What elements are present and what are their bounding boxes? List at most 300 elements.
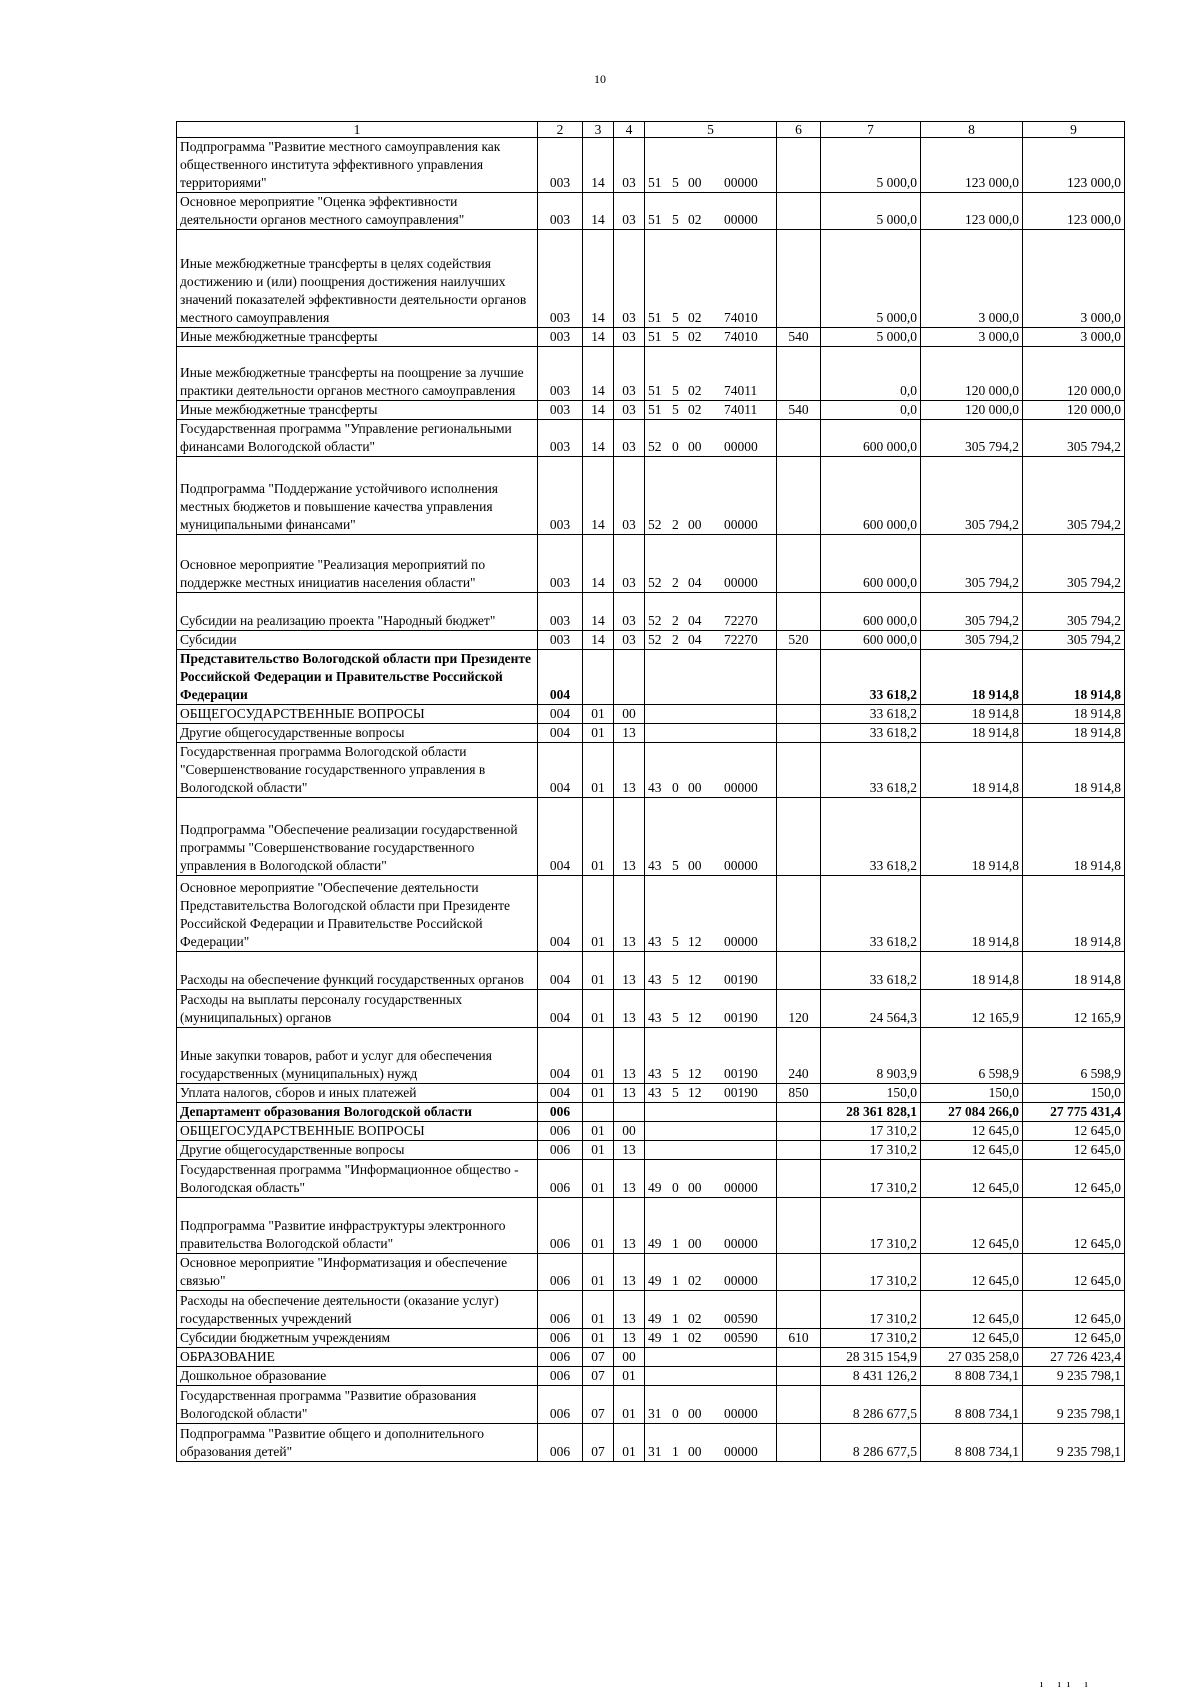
- target-article-part: 02: [688, 1311, 702, 1326]
- table-row: [177, 535, 1125, 593]
- table-row: [177, 1367, 1125, 1386]
- row-name: Государственная программа Вологодской области "Совершенствование государственного управления в Вологодской области": [177, 743, 538, 798]
- cell-expense-type: [777, 420, 821, 457]
- table-row: [177, 631, 1125, 650]
- cell-amount-year-2: 12 645,0: [921, 1198, 1023, 1254]
- cell-amount-year-2: 120 000,0: [921, 401, 1023, 420]
- cell-target-article: [645, 1160, 777, 1198]
- target-article-part: 00000: [724, 1406, 758, 1421]
- cell-subsection: 13: [614, 1084, 645, 1103]
- cell-amount-year-2: 150,0: [921, 1084, 1023, 1103]
- cell-amount-year-1: 17 310,2: [821, 1198, 921, 1254]
- target-article-part: 52: [648, 632, 662, 647]
- cell-section: 14: [583, 193, 614, 230]
- cell-target-article: [645, 990, 777, 1028]
- cell-target-article: [645, 193, 777, 230]
- cell-amount-year-3: 305 794,2: [1023, 593, 1125, 631]
- cell-subsection: 01: [614, 1424, 645, 1462]
- target-article-part: 2: [672, 575, 679, 590]
- row-name: Государственная программа "Развитие образования Вологодской области": [177, 1386, 538, 1424]
- target-article-part: 0: [672, 1406, 679, 1421]
- cell-ministry-code: 004: [538, 876, 583, 952]
- cell-expense-type: [777, 593, 821, 631]
- cell-target-article: [645, 876, 777, 952]
- cell-target-article: [645, 631, 777, 650]
- table-row: [177, 1160, 1125, 1198]
- cell-amount-year-2: 18 914,8: [921, 650, 1023, 705]
- cell-section: 14: [583, 593, 614, 631]
- cell-target-article: [645, 1254, 777, 1291]
- cell-target-article: [645, 1141, 777, 1160]
- cell-subsection: 03: [614, 457, 645, 535]
- cell-ministry-code: 006: [538, 1348, 583, 1367]
- cell-amount-year-2: 27 084 266,0: [921, 1103, 1023, 1122]
- target-article-part: 49: [648, 1180, 662, 1195]
- cell-amount-year-3: 9 235 798,1: [1023, 1424, 1125, 1462]
- target-article-part: 00190: [724, 1085, 758, 1100]
- table-row: [177, 593, 1125, 631]
- cell-target-article: [645, 1122, 777, 1141]
- target-article-part: 02: [688, 1273, 702, 1288]
- row-name: Подпрограмма "Развитие общего и дополнительного образования детей": [177, 1424, 538, 1462]
- row-name: Иные межбюджетные трансферты в целях содействия достижению и (или) поощрения достижения наилучших значений показателей эффективности деятельности органов местного самоуправления: [177, 230, 538, 328]
- cell-amount-year-2: 305 794,2: [921, 631, 1023, 650]
- target-article-part: 43: [648, 1085, 662, 1100]
- table-row: [177, 798, 1125, 876]
- column-header-4: 4: [614, 122, 645, 138]
- table-row: [177, 1424, 1125, 1462]
- cell-subsection: [614, 650, 645, 705]
- column-header-9: 9: [1023, 122, 1125, 138]
- cell-ministry-code: 004: [538, 1028, 583, 1084]
- target-article-part: 00: [688, 1444, 702, 1459]
- cell-amount-year-1: 600 000,0: [821, 535, 921, 593]
- cell-amount-year-3: 12 165,9: [1023, 990, 1125, 1028]
- cell-amount-year-2: 18 914,8: [921, 876, 1023, 952]
- cell-amount-year-2: 3 000,0: [921, 328, 1023, 347]
- target-article-part: 02: [688, 212, 702, 227]
- table-row: [177, 990, 1125, 1028]
- cell-amount-year-3: 12 645,0: [1023, 1122, 1125, 1141]
- target-article-part: 00: [688, 175, 702, 190]
- cell-amount-year-2: 18 914,8: [921, 743, 1023, 798]
- cell-ministry-code: 004: [538, 743, 583, 798]
- cell-amount-year-2: 18 914,8: [921, 952, 1023, 990]
- cell-target-article: [645, 1386, 777, 1424]
- target-article-part: 72270: [724, 613, 758, 628]
- cell-amount-year-2: 12 165,9: [921, 990, 1023, 1028]
- target-article-part: 5: [672, 329, 679, 344]
- row-name: Департамент образования Вологодской области: [177, 1103, 538, 1122]
- row-name: ОБЩЕГОСУДАРСТВЕННЫЕ ВОПРОСЫ: [177, 1122, 538, 1141]
- target-article-part: 51: [648, 329, 662, 344]
- cell-amount-year-3: 18 914,8: [1023, 743, 1125, 798]
- target-article-part: 74010: [724, 310, 758, 325]
- target-article-part: 51: [648, 383, 662, 398]
- target-article-part: 5: [672, 310, 679, 325]
- cell-ministry-code: 003: [538, 457, 583, 535]
- corner-marks: ı ıı ı: [1040, 1678, 1094, 1690]
- target-article-part: 5: [672, 1010, 679, 1025]
- target-article-part: 51: [648, 310, 662, 325]
- table-row: [177, 1103, 1125, 1122]
- row-name: Основное мероприятие "Реализация мероприятий по поддержке местных инициатив населения области": [177, 535, 538, 593]
- cell-ministry-code: 004: [538, 705, 583, 724]
- row-name: Субсидии бюджетным учреждениям: [177, 1329, 538, 1348]
- cell-subsection: 03: [614, 347, 645, 401]
- cell-target-article: [645, 593, 777, 631]
- cell-section: 01: [583, 876, 614, 952]
- cell-expense-type: [777, 705, 821, 724]
- target-article-part: 74010: [724, 329, 758, 344]
- target-article-part: 00: [688, 517, 702, 532]
- cell-section: 07: [583, 1348, 614, 1367]
- target-article-part: 74011: [724, 402, 758, 417]
- cell-amount-year-2: 8 808 734,1: [921, 1386, 1023, 1424]
- target-article-part: 43: [648, 1010, 662, 1025]
- cell-target-article: [645, 798, 777, 876]
- target-article-part: 72270: [724, 632, 758, 647]
- cell-expense-type: 520: [777, 631, 821, 650]
- cell-amount-year-2: 123 000,0: [921, 193, 1023, 230]
- table-row: [177, 420, 1125, 457]
- cell-subsection: 13: [614, 1141, 645, 1160]
- target-article-part: 5: [672, 972, 679, 987]
- cell-amount-year-1: 8 903,9: [821, 1028, 921, 1084]
- cell-ministry-code: 003: [538, 401, 583, 420]
- target-article-part: 0: [672, 1180, 679, 1195]
- target-article-part: 1: [672, 1236, 679, 1251]
- cell-section: 14: [583, 401, 614, 420]
- cell-expense-type: 850: [777, 1084, 821, 1103]
- cell-section: 01: [583, 1122, 614, 1141]
- table-row: [177, 650, 1125, 705]
- cell-target-article: [645, 1198, 777, 1254]
- target-article-part: 43: [648, 934, 662, 949]
- cell-amount-year-1: 8 286 677,5: [821, 1386, 921, 1424]
- cell-amount-year-2: 305 794,2: [921, 593, 1023, 631]
- cell-amount-year-1: 600 000,0: [821, 593, 921, 631]
- cell-amount-year-1: 8 286 677,5: [821, 1424, 921, 1462]
- cell-expense-type: [777, 1291, 821, 1329]
- table-row: [177, 1329, 1125, 1348]
- row-name: Иные закупки товаров, работ и услуг для обеспечения государственных (муниципальных) нужд: [177, 1028, 538, 1084]
- cell-section: 01: [583, 952, 614, 990]
- cell-amount-year-3: 9 235 798,1: [1023, 1386, 1125, 1424]
- cell-amount-year-1: 33 618,2: [821, 952, 921, 990]
- target-article-part: 00190: [724, 1010, 758, 1025]
- cell-subsection: 03: [614, 193, 645, 230]
- target-article-part: 2: [672, 517, 679, 532]
- table-row: [177, 724, 1125, 743]
- cell-expense-type: [777, 1103, 821, 1122]
- target-article-part: 12: [688, 1066, 702, 1081]
- cell-expense-type: [777, 724, 821, 743]
- target-article-part: 74011: [724, 383, 758, 398]
- cell-amount-year-2: 6 598,9: [921, 1028, 1023, 1084]
- target-article-part: 52: [648, 613, 662, 628]
- target-article-part: 52: [648, 439, 662, 454]
- cell-amount-year-2: 18 914,8: [921, 705, 1023, 724]
- target-article-part: 51: [648, 402, 662, 417]
- cell-amount-year-2: 123 000,0: [921, 138, 1023, 193]
- cell-amount-year-3: 120 000,0: [1023, 347, 1125, 401]
- cell-subsection: 03: [614, 631, 645, 650]
- cell-subsection: 13: [614, 1198, 645, 1254]
- cell-section: 01: [583, 1254, 614, 1291]
- cell-expense-type: [777, 798, 821, 876]
- cell-amount-year-2: 12 645,0: [921, 1254, 1023, 1291]
- cell-expense-type: [777, 1424, 821, 1462]
- target-article-part: 2: [672, 632, 679, 647]
- target-article-part: 12: [688, 1085, 702, 1100]
- target-article-part: 00: [688, 1236, 702, 1251]
- cell-ministry-code: 004: [538, 1084, 583, 1103]
- cell-ministry-code: 003: [538, 347, 583, 401]
- table-row: [177, 1141, 1125, 1160]
- cell-subsection: 03: [614, 593, 645, 631]
- cell-section: 14: [583, 328, 614, 347]
- cell-expense-type: [777, 1160, 821, 1198]
- cell-ministry-code: 006: [538, 1122, 583, 1141]
- cell-expense-type: [777, 1122, 821, 1141]
- cell-ministry-code: 003: [538, 420, 583, 457]
- table-row: [177, 705, 1125, 724]
- row-name: Другие общегосударственные вопросы: [177, 1141, 538, 1160]
- cell-target-article: [645, 1028, 777, 1084]
- target-article-part: 00: [688, 780, 702, 795]
- cell-target-article: [645, 952, 777, 990]
- cell-amount-year-2: 120 000,0: [921, 347, 1023, 401]
- table-row: [177, 230, 1125, 328]
- cell-target-article: [645, 347, 777, 401]
- cell-section: 14: [583, 457, 614, 535]
- cell-amount-year-1: 0,0: [821, 347, 921, 401]
- target-article-part: 1: [672, 1311, 679, 1326]
- table-row: [177, 1291, 1125, 1329]
- cell-amount-year-3: 123 000,0: [1023, 138, 1125, 193]
- cell-ministry-code: 006: [538, 1254, 583, 1291]
- row-name: Подпрограмма "Поддержание устойчивого исполнения местных бюджетов и повышение качества управления муниципальными финансами": [177, 457, 538, 535]
- target-article-part: 5: [672, 858, 679, 873]
- row-name: Иные межбюджетные трансферты: [177, 328, 538, 347]
- target-article-part: 43: [648, 780, 662, 795]
- table-row: [177, 1254, 1125, 1291]
- cell-amount-year-1: 5 000,0: [821, 328, 921, 347]
- cell-expense-type: [777, 952, 821, 990]
- cell-amount-year-2: 12 645,0: [921, 1122, 1023, 1141]
- cell-target-article: [645, 724, 777, 743]
- target-article-part: 5: [672, 1066, 679, 1081]
- target-article-part: 00000: [724, 575, 758, 590]
- cell-amount-year-1: 17 310,2: [821, 1160, 921, 1198]
- cell-amount-year-1: 17 310,2: [821, 1291, 921, 1329]
- row-name: Подпрограмма "Развитие инфраструктуры электронного правительства Вологодской области": [177, 1198, 538, 1254]
- row-name: Расходы на выплаты персоналу государственных (муниципальных) органов: [177, 990, 538, 1028]
- cell-expense-type: 240: [777, 1028, 821, 1084]
- target-article-part: 43: [648, 858, 662, 873]
- cell-subsection: 03: [614, 138, 645, 193]
- target-article-part: 00000: [724, 1444, 758, 1459]
- cell-section: 01: [583, 1141, 614, 1160]
- row-name: Расходы на обеспечение деятельности (оказание услуг) государственных учреждений: [177, 1291, 538, 1329]
- target-article-part: 52: [648, 575, 662, 590]
- row-name: ОБРАЗОВАНИЕ: [177, 1348, 538, 1367]
- row-name: Государственная программа "Информационное общество - Вологодская область": [177, 1160, 538, 1198]
- cell-subsection: 13: [614, 1160, 645, 1198]
- table-row: [177, 1198, 1125, 1254]
- header-row: [177, 122, 1125, 138]
- target-article-part: 5: [672, 175, 679, 190]
- cell-target-article: [645, 1367, 777, 1386]
- target-article-part: 02: [688, 310, 702, 325]
- cell-amount-year-1: 33 618,2: [821, 724, 921, 743]
- target-article-part: 00: [688, 439, 702, 454]
- cell-target-article: [645, 743, 777, 798]
- table-row: [177, 138, 1125, 193]
- cell-amount-year-3: 18 914,8: [1023, 952, 1125, 990]
- cell-expense-type: [777, 347, 821, 401]
- row-name: Субсидии: [177, 631, 538, 650]
- cell-expense-type: [777, 138, 821, 193]
- cell-amount-year-1: 33 618,2: [821, 876, 921, 952]
- cell-amount-year-1: 33 618,2: [821, 743, 921, 798]
- cell-amount-year-3: 120 000,0: [1023, 401, 1125, 420]
- cell-section: 01: [583, 1198, 614, 1254]
- cell-target-article: [645, 138, 777, 193]
- cell-amount-year-3: 12 645,0: [1023, 1160, 1125, 1198]
- cell-subsection: 01: [614, 1367, 645, 1386]
- cell-subsection: 13: [614, 1254, 645, 1291]
- column-header-8: 8: [921, 122, 1023, 138]
- cell-expense-type: 540: [777, 401, 821, 420]
- target-article-part: 51: [648, 212, 662, 227]
- cell-section: 01: [583, 1028, 614, 1084]
- target-article-part: 2: [672, 613, 679, 628]
- cell-expense-type: [777, 876, 821, 952]
- target-article-part: 1: [672, 1330, 679, 1345]
- cell-amount-year-1: 17 310,2: [821, 1141, 921, 1160]
- cell-subsection: 03: [614, 420, 645, 457]
- target-article-part: 00000: [724, 1273, 758, 1288]
- target-article-part: 31: [648, 1444, 662, 1459]
- cell-amount-year-3: 18 914,8: [1023, 724, 1125, 743]
- cell-ministry-code: 006: [538, 1198, 583, 1254]
- cell-target-article: [645, 650, 777, 705]
- page-number: 10: [594, 72, 606, 86]
- cell-amount-year-1: 600 000,0: [821, 457, 921, 535]
- cell-amount-year-3: 3 000,0: [1023, 328, 1125, 347]
- cell-amount-year-2: 27 035 258,0: [921, 1348, 1023, 1367]
- cell-ministry-code: 006: [538, 1367, 583, 1386]
- cell-ministry-code: 006: [538, 1329, 583, 1348]
- target-article-part: 0: [672, 780, 679, 795]
- cell-amount-year-2: 305 794,2: [921, 535, 1023, 593]
- cell-amount-year-1: 17 310,2: [821, 1122, 921, 1141]
- cell-expense-type: [777, 1254, 821, 1291]
- cell-target-article: [645, 230, 777, 328]
- cell-amount-year-1: 33 618,2: [821, 798, 921, 876]
- target-article-part: 02: [688, 329, 702, 344]
- cell-ministry-code: 004: [538, 798, 583, 876]
- cell-section: 01: [583, 724, 614, 743]
- cell-amount-year-3: 18 914,8: [1023, 650, 1125, 705]
- row-name: Уплата налогов, сборов и иных платежей: [177, 1084, 538, 1103]
- cell-section: 01: [583, 1160, 614, 1198]
- cell-subsection: 01: [614, 1386, 645, 1424]
- cell-ministry-code: 004: [538, 650, 583, 705]
- cell-expense-type: 120: [777, 990, 821, 1028]
- cell-target-article: [645, 705, 777, 724]
- cell-expense-type: [777, 193, 821, 230]
- row-name: Расходы на обеспечение функций государственных органов: [177, 952, 538, 990]
- cell-subsection: 03: [614, 328, 645, 347]
- target-article-part: 00000: [724, 858, 758, 873]
- cell-subsection: 13: [614, 952, 645, 990]
- cell-amount-year-3: 305 794,2: [1023, 420, 1125, 457]
- cell-amount-year-1: 0,0: [821, 401, 921, 420]
- cell-subsection: 13: [614, 876, 645, 952]
- cell-section: 01: [583, 743, 614, 798]
- cell-subsection: 03: [614, 401, 645, 420]
- cell-expense-type: 610: [777, 1329, 821, 1348]
- cell-target-article: [645, 1103, 777, 1122]
- cell-section: 01: [583, 990, 614, 1028]
- target-article-part: 00590: [724, 1330, 758, 1345]
- table-row: [177, 1348, 1125, 1367]
- cell-amount-year-1: 600 000,0: [821, 420, 921, 457]
- cell-ministry-code: 006: [538, 1141, 583, 1160]
- cell-amount-year-1: 600 000,0: [821, 631, 921, 650]
- table-row: [177, 1122, 1125, 1141]
- cell-expense-type: [777, 1367, 821, 1386]
- cell-subsection: 00: [614, 1122, 645, 1141]
- cell-ministry-code: 004: [538, 990, 583, 1028]
- cell-amount-year-3: 12 645,0: [1023, 1141, 1125, 1160]
- cell-target-article: [645, 328, 777, 347]
- cell-subsection: 13: [614, 1028, 645, 1084]
- cell-expense-type: [777, 1141, 821, 1160]
- target-article-part: 00000: [724, 175, 758, 190]
- cell-amount-year-3: 305 794,2: [1023, 631, 1125, 650]
- cell-section: 14: [583, 420, 614, 457]
- cell-subsection: 00: [614, 1348, 645, 1367]
- cell-expense-type: [777, 230, 821, 328]
- cell-expense-type: 540: [777, 328, 821, 347]
- column-header-7: 7: [821, 122, 921, 138]
- cell-expense-type: [777, 650, 821, 705]
- cell-target-article: [645, 457, 777, 535]
- cell-section: 14: [583, 347, 614, 401]
- target-article-part: 00: [688, 1180, 702, 1195]
- cell-amount-year-2: 12 645,0: [921, 1329, 1023, 1348]
- cell-amount-year-2: 18 914,8: [921, 724, 1023, 743]
- target-article-part: 51: [648, 175, 662, 190]
- row-name: Основное мероприятие "Обеспечение деятельности Представительства Вологодской области при Президенте Российской Федерации и Правительстве Российской Федерации": [177, 876, 538, 952]
- cell-amount-year-1: 17 310,2: [821, 1254, 921, 1291]
- target-article-part: 49: [648, 1273, 662, 1288]
- cell-expense-type: [777, 457, 821, 535]
- cell-ministry-code: 006: [538, 1103, 583, 1122]
- cell-amount-year-2: 8 808 734,1: [921, 1367, 1023, 1386]
- cell-ministry-code: 003: [538, 138, 583, 193]
- cell-amount-year-1: 17 310,2: [821, 1329, 921, 1348]
- cell-target-article: [645, 1291, 777, 1329]
- target-article-part: 02: [688, 1330, 702, 1345]
- target-article-part: 02: [688, 402, 702, 417]
- cell-amount-year-2: 12 645,0: [921, 1291, 1023, 1329]
- row-name: ОБЩЕГОСУДАРСТВЕННЫЕ ВОПРОСЫ: [177, 705, 538, 724]
